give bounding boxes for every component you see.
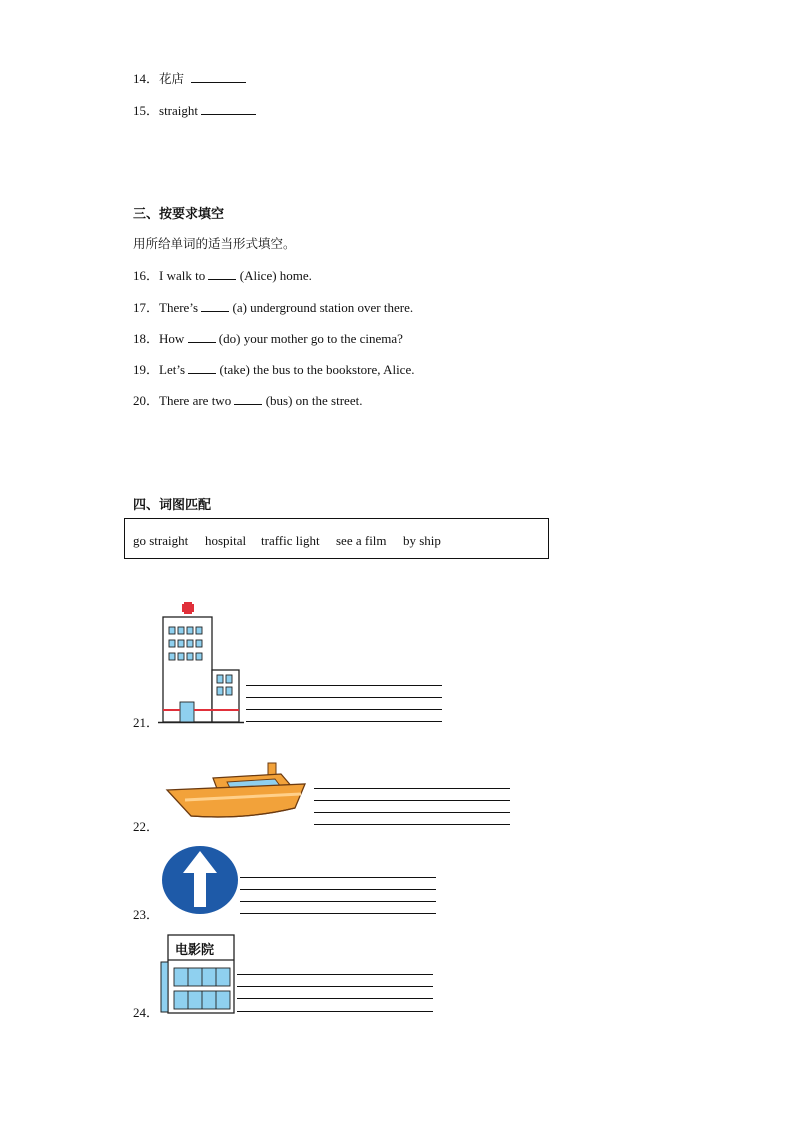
word-bank-item: go straight [133, 533, 189, 548]
answer-blank-17[interactable] [201, 300, 229, 312]
question-16: 16．I walk to (Alice) home. [133, 268, 312, 283]
word-bank-item: hospital [205, 533, 247, 548]
answer-lines-23[interactable] [240, 913, 436, 914]
word-bank-item: by ship [403, 533, 441, 548]
word-bank-item: see a film [336, 533, 387, 548]
item-15: 15．straight [133, 100, 256, 119]
cinema-icon [160, 934, 236, 1014]
cinema-sign-text: 电影院 [175, 943, 215, 958]
section-3-instruction: 用所给单词的适当形式填空。 [133, 236, 296, 251]
answer-blank-16[interactable] [208, 268, 236, 280]
answer-lines-24[interactable] [237, 1011, 433, 1012]
ship-icon [165, 760, 313, 822]
question-18: 18．How (do) your mother go to the cinema? [133, 331, 403, 346]
item-14: 14．花店 [133, 68, 246, 87]
answer-lines-22[interactable] [314, 824, 510, 825]
answer-blank-15[interactable] [201, 103, 256, 115]
answer-blank-18[interactable] [188, 331, 216, 343]
answer-blank-20[interactable] [234, 393, 262, 405]
word-bank-item: traffic light [261, 533, 320, 548]
question-24-number: 24． [133, 1005, 160, 1020]
question-23-number: 23． [133, 907, 160, 922]
section-4-heading: 四、词图匹配 [133, 498, 212, 513]
hospital-icon [158, 600, 244, 724]
section-3-heading: 三、按要求填空 [133, 207, 225, 222]
answer-blank-19[interactable] [188, 362, 216, 374]
go-straight-sign-icon [160, 845, 240, 915]
question-17: 17．There’s (a) underground station over there. [133, 300, 414, 315]
answer-lines-21[interactable] [246, 721, 442, 722]
question-22-number: 22． [133, 819, 160, 834]
answer-blank-14[interactable] [191, 71, 246, 83]
question-21-number: 21． [133, 715, 160, 730]
word-bank-box [124, 518, 549, 559]
question-20: 20．There are two (bus) on the street. [133, 393, 363, 408]
question-19: 19．Let’s (take) the bus to the bookstore, Alice. [133, 362, 415, 377]
